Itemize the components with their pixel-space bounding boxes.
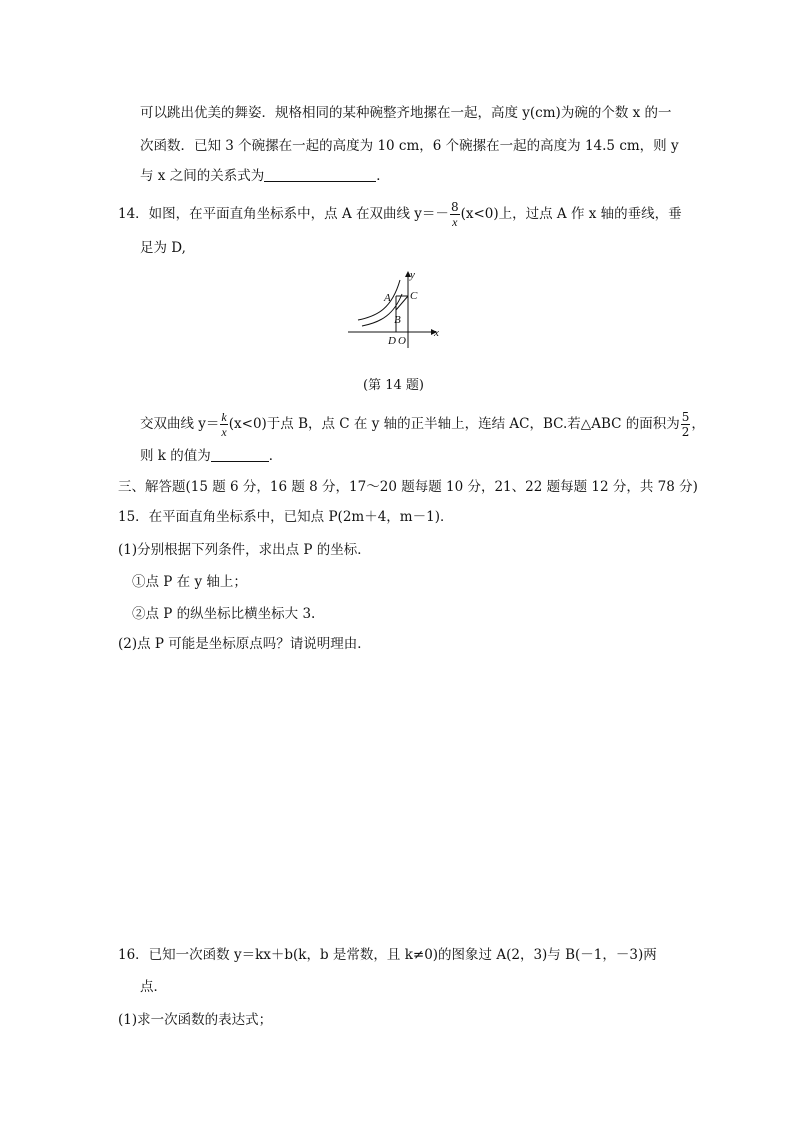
q13-line-1: 可以跳出优美的舞姿．规格相同的某种碗整齐地摞在一起，高度 y(cm)为碗的个数 x 的一 bbox=[140, 105, 672, 121]
q14-figure-caption: (第 14 题) bbox=[363, 378, 424, 393]
q14-line-3-text: 交双曲线 y＝ bbox=[140, 416, 220, 432]
fraction-denominator: x bbox=[452, 215, 458, 229]
q13-answer-blank[interactable] bbox=[264, 167, 376, 182]
q15-sub-1: ①点 P 在 y 轴上； bbox=[132, 574, 247, 590]
q14-line-2: 足为 D, bbox=[140, 240, 186, 256]
q14-figure bbox=[344, 268, 448, 350]
q13-line-3-end: ． bbox=[376, 168, 390, 184]
label-B: B bbox=[394, 314, 401, 326]
label-A: A bbox=[384, 292, 391, 304]
q16-part-1: (1)求一次函数的表达式； bbox=[118, 1012, 273, 1028]
q15-part-2: (2)点 P 可能是坐标原点吗？请说明理由． bbox=[118, 636, 371, 652]
q14-line-4-end: ． bbox=[268, 448, 283, 464]
label-D: D bbox=[388, 335, 396, 347]
q14-line-3-end: ， bbox=[691, 416, 705, 432]
label-O: O bbox=[398, 335, 406, 347]
q15-part-1: (1)分别根据下列条件，求出点 P 的坐标． bbox=[118, 542, 371, 558]
q14-line-4 bbox=[140, 446, 282, 466]
q15-stem: 15．在平面直角坐标系中，已知点 P(2m＋4，m－1)． bbox=[118, 509, 454, 525]
q16-stem-line-2: 点． bbox=[140, 979, 167, 995]
q14-line-3 bbox=[140, 410, 705, 439]
q14-line-3-text-mid: (x<0)于点 B，点 C 在 y 轴的正半轴上，连结 AC，BC.若△ABC 的面积为 bbox=[228, 416, 680, 432]
label-C: C bbox=[410, 290, 418, 302]
q14-fraction-5-over-2 bbox=[681, 410, 691, 439]
q14-line-1-text-post: (x<0)上，过点 A 作 x 轴的垂线，垂 bbox=[460, 206, 682, 222]
label-y: y bbox=[410, 269, 415, 281]
fraction-numerator: 5 bbox=[681, 410, 690, 424]
q14-answer-blank[interactable] bbox=[211, 447, 269, 462]
fraction-numerator: k bbox=[221, 410, 227, 424]
section-3-title: 三、解答题(15 题 6 分，16 题 8 分，17～20 题每题 10 分，21、22 题每题 12 分，共 78 分) bbox=[118, 479, 698, 495]
q14-line-4-text: 则 k 的值为 bbox=[140, 448, 211, 464]
label-x: x bbox=[434, 327, 439, 339]
fraction-denominator: 2 bbox=[681, 425, 690, 439]
q13-line-2: 次函数．已知 3 个碗摞在一起的高度为 10 cm，6 个碗摞在一起的高度为 14.5 cm，则 y bbox=[140, 138, 679, 154]
q15-sub-2: ②点 P 的纵坐标比横坐标大 3. bbox=[132, 606, 316, 622]
q14-fraction-8-over-x bbox=[450, 200, 460, 229]
fraction-numerator: 8 bbox=[450, 200, 459, 214]
q16-stem-line-1: 16．已知一次函数 y＝kx＋b(k，b 是常数，且 k≠0)的图象过 A(2，3)与 B(－1，－3)两 bbox=[118, 947, 657, 963]
fraction-denominator: x bbox=[221, 425, 227, 439]
q13-line-3 bbox=[140, 166, 390, 186]
q14-fraction-k-over-x bbox=[220, 410, 227, 439]
q14-line-1 bbox=[118, 200, 682, 229]
q14-line-1-text: 14．如图，在平面直角坐标系中，点 A 在双曲线 y＝－ bbox=[118, 206, 449, 222]
q13-line-3-text: 与 x 之间的关系式为 bbox=[140, 168, 265, 184]
